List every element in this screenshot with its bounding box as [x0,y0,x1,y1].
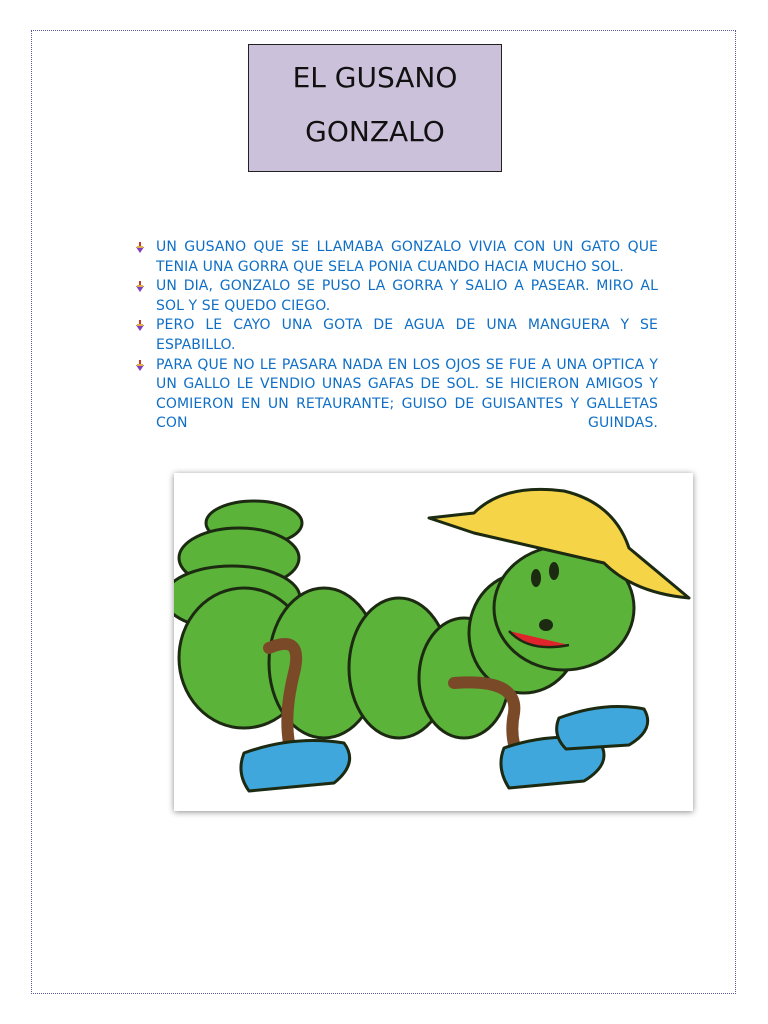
worm-illustration [174,473,693,811]
arrow-bullet-icon [134,281,146,293]
story-paragraph-1 [134,238,658,277]
arrow-bullet-icon [134,242,146,254]
story-text-3: PERO LE CAYO UNA GOTA DE AGUA DE UNA MANGUERA Y SE ESPABILLO. [156,317,658,353]
arrow-bullet-icon [134,360,146,372]
title-line-1: EL GUSANO [292,61,458,94]
story-text-4: PARA QUE NO LE PASARA NADA EN LOS OJOS SE FUE A UNA OPTICA Y UN GALLO LE VENDIO UNAS GAFAS DE SOL. SE HICIERON AMIGOS Y COMIERON EN UN RETAURANTE; GUISO DE GUISANTES Y GALLETAS CON GUINDAS. [156,356,658,432]
story-paragraph-4 [134,356,658,434]
title-box [248,44,502,172]
story-paragraph-2 [134,277,658,316]
worm-with-hat-icon [174,473,693,811]
story-list [134,238,658,434]
story-text-1: UN GUSANO QUE SE LLAMABA GONZALO VIVIA CON UN GATO QUE TENIA UNA GORRA QUE SELA PONIA CUANDO HACIA MUCHO SOL. [156,239,658,275]
story-paragraph-3 [134,316,658,355]
story-text-2: UN DIA, GONZALO SE PUSO LA GORRA Y SALIO A PASEAR. MIRO AL SOL Y SE QUEDO CIEGO. [156,278,658,314]
arrow-bullet-icon [134,320,146,332]
title-line-2: GONZALO [305,115,445,148]
